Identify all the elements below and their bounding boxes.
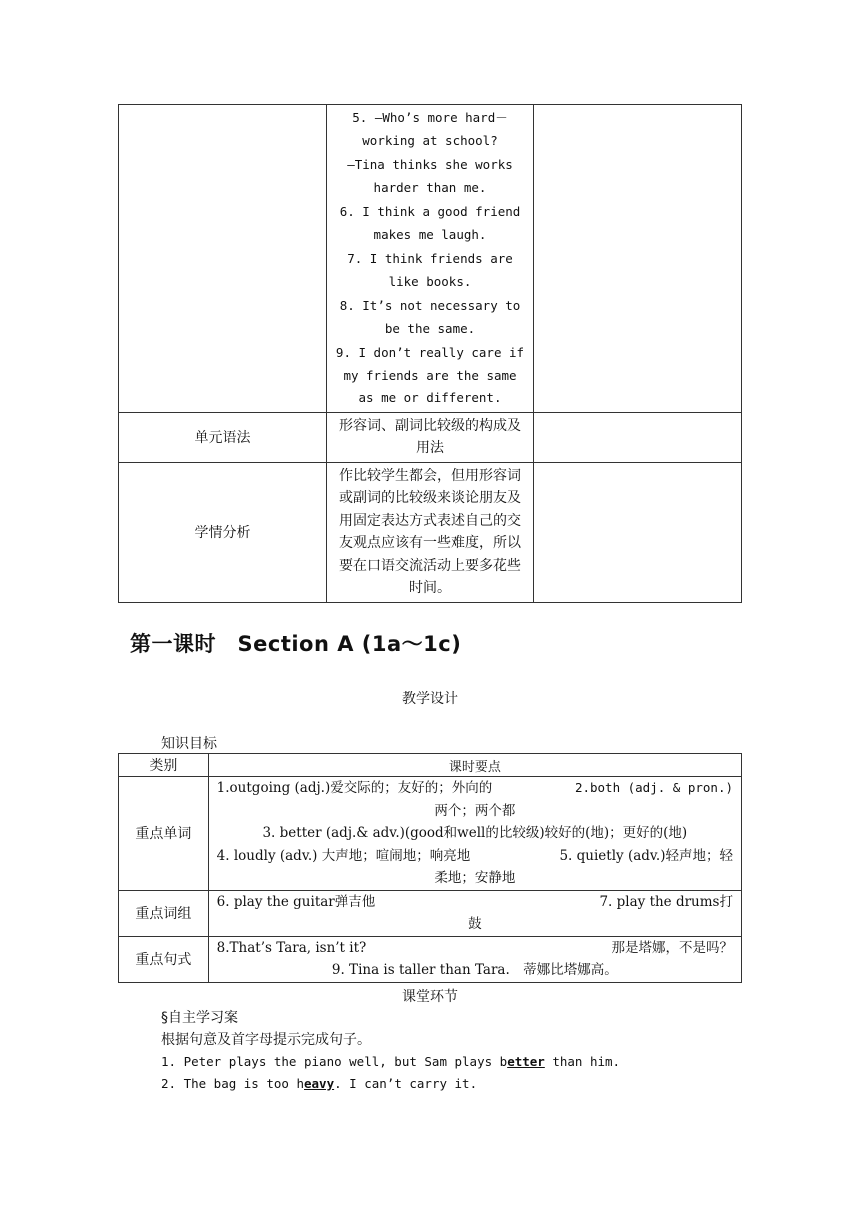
word-5-meaning: 柔地；安静地 <box>434 870 516 886</box>
self-study-heading: §自主学习案 <box>161 1010 238 1026</box>
words-label: 重点单词 <box>119 777 209 891</box>
sentence-5-answer: —Tina thinks she works harder than me. <box>347 157 513 195</box>
sentence-6: 6. I think a good friend makes me laugh. <box>339 204 521 242</box>
word-3: 3. better (adj.& adv.)(good和well的比较级)较好的(地)；更好的(地) <box>262 825 688 841</box>
sentences-cell <box>208 936 741 982</box>
header-points: 课时要点 <box>208 754 741 777</box>
exercise-instruction: 根据句意及首字母提示完成句子。 <box>161 1032 371 1048</box>
blank-cell <box>119 105 327 413</box>
word-4: 4. loudly (adv.) 大声地；喧闹地；响亮地 <box>216 847 471 864</box>
word-2-meaning: 两个；两个都 <box>434 802 516 819</box>
key-sentences-cell <box>327 105 534 413</box>
sentence-8: 8. It’s not necessary to be the same. <box>339 298 521 336</box>
blank-cell <box>534 462 742 602</box>
exercise-1-answer: etter <box>507 1054 545 1069</box>
sentence-9: 9. I don’t really care if my friends are the same as me or different. <box>335 345 525 405</box>
sentence-8-en: 8.That’s Tara, isn’t it? <box>216 939 367 956</box>
sentence-7: 7. I think friends are like books. <box>347 251 513 289</box>
analysis-text: 作比较学生都会，但用形容词或副词的比较级来谈论朋友及用固定表达方式表述自己的交友观点应该有一些难度，所以要在口语交流活动上要多花些时间。 <box>339 467 521 596</box>
exercise-2-text: 2. The bag is too h <box>161 1076 304 1091</box>
blank-cell <box>534 412 742 462</box>
grammar-label: 单元语法 <box>119 412 327 462</box>
knowledge-table <box>118 753 742 983</box>
sentence-8-cn: 那是塔娜，不是吗？ <box>611 939 733 956</box>
sentences-label: 重点句式 <box>119 936 209 982</box>
sentence-9: 9. Tina is taller than Tara. 蒂娜比塔娜高。 <box>331 962 618 978</box>
phrase-6: 6. play the guitar弹吉他 <box>216 893 376 910</box>
lesson-title: 第一课时 Section A (1a～1c) <box>130 632 462 656</box>
exercise-2-answer: eavy <box>304 1076 335 1091</box>
phrases-cell <box>208 890 741 936</box>
phrases-label: 重点词组 <box>119 890 209 936</box>
phrase-7-end: 鼓 <box>468 916 482 932</box>
word-5: 5. quietly (adv.)轻声地；轻 <box>559 847 733 864</box>
top-table <box>118 104 742 603</box>
exercise-1 <box>161 1054 620 1069</box>
phrase-7: 7. play the drums打 <box>599 893 733 910</box>
exercise-1-text: 1. Peter plays the piano well, but Sam plays b <box>161 1054 508 1069</box>
blank-cell <box>534 105 742 413</box>
grammar-text: 形容词、副词比较级的构成及用法 <box>339 417 521 456</box>
exercise-1-text-end: than him. <box>544 1054 621 1069</box>
exercise-2 <box>161 1076 477 1091</box>
exercise-2-text-end: . I can’t carry it. <box>334 1076 478 1091</box>
words-cell <box>208 777 741 891</box>
class-steps-label: 课堂环节 <box>402 989 458 1005</box>
analysis-label: 学情分析 <box>119 462 327 602</box>
header-category: 类别 <box>119 754 209 777</box>
design-label: 教学设计 <box>402 691 458 707</box>
knowledge-label: 知识目标 <box>161 736 217 752</box>
word-2: 2.both (adj. & pron.) <box>574 780 733 795</box>
word-1: 1.outgoing (adj.)爱交际的；友好的；外向的 <box>216 780 493 796</box>
sentence-5: 5. —Who’s more hard－working at school? <box>352 110 508 148</box>
